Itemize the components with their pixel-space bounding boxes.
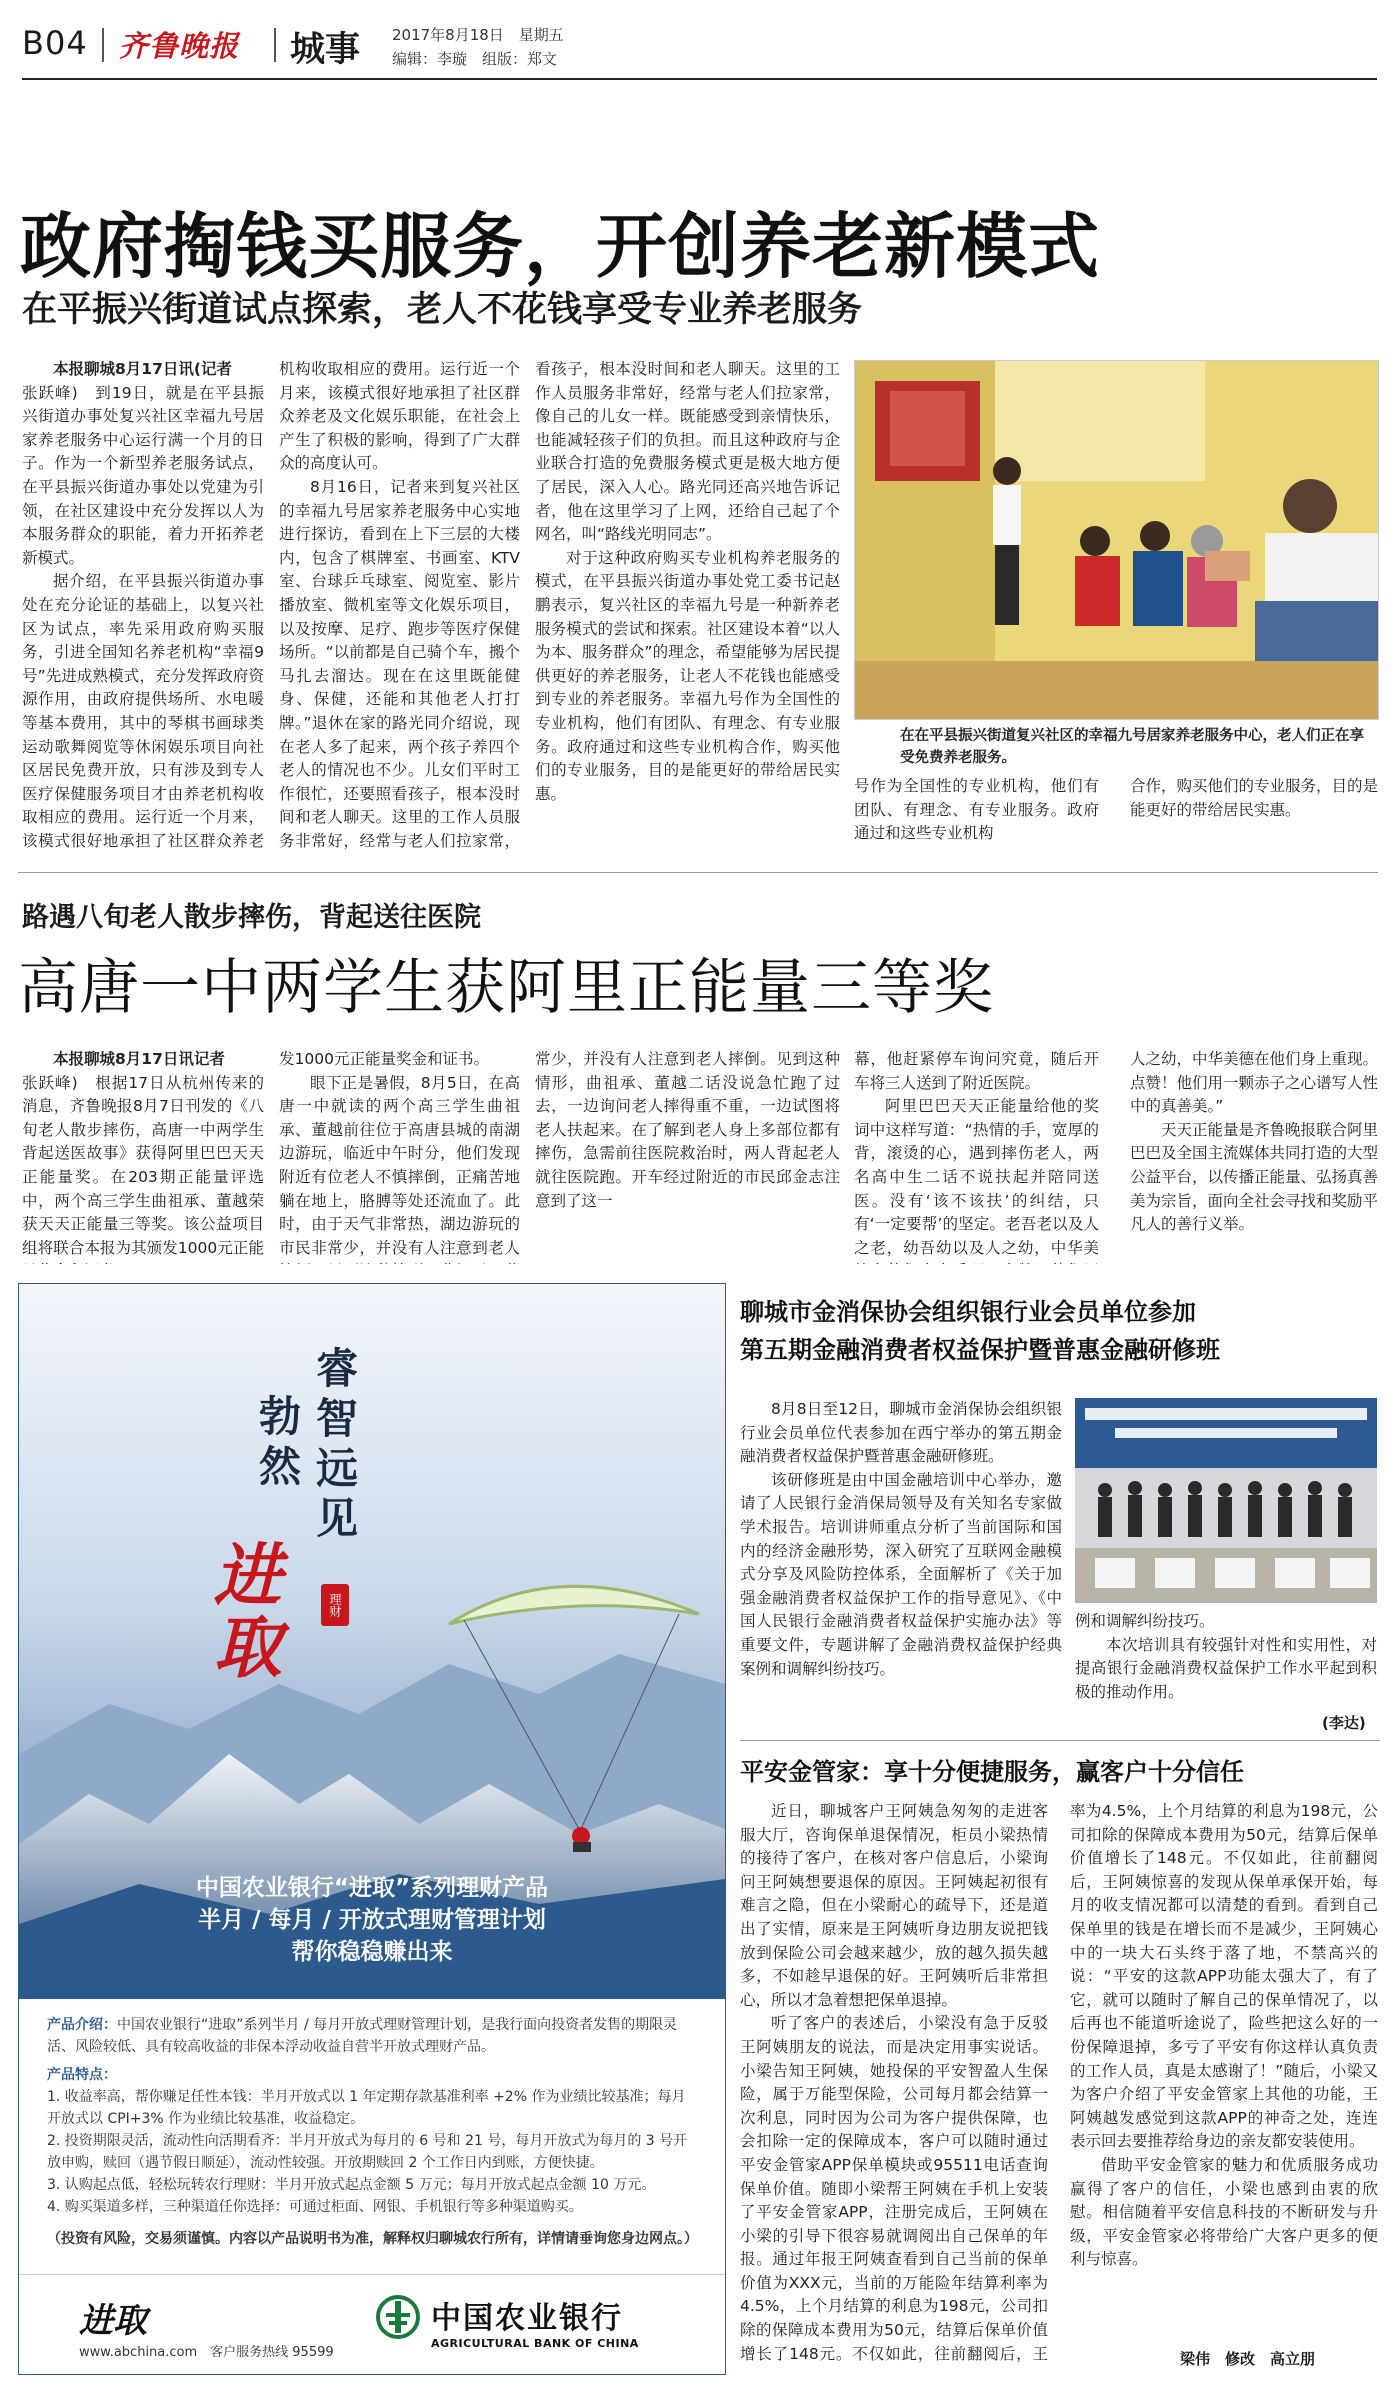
story4-paragraph: 借助平安金管家的魅力和优质服务成功赢得了客户的信任，小梁也感到由衷的欣慰。相信随着平安信息科技的不断研发与升级，平安金管家必将带给广大客户更多的便利与惊喜。 — [1070, 2155, 1378, 2269]
ad-banner — [19, 1872, 725, 1968]
ad-banner-line: 半月 / 每月 / 开放式理财管理计划 — [198, 1907, 546, 1933]
story3-paragraph: 例和调解纠纷技巧。 — [1075, 1612, 1215, 1630]
story2-paragraph: 常少，并没有人注意到老人摔倒。见到这种情形，曲祖承、董越二话没说急忙跑了过去，一边询问老人摔得重不重，一边试图将老人扶起来。在了解到老人身上多部位都有摔伤，急需前往医院救治时，两人背起老人就往医院跑。开车经过附近的市民邱金志注意到了这一 — [535, 1050, 840, 1210]
ad-footer-brand: 进取 — [79, 2301, 147, 2341]
elderly-service-center-photo — [855, 361, 1379, 720]
story3-headline-line1: 聊城市金消保协会组织银行业会员单位参加 — [740, 1298, 1196, 1326]
story3-column-2 — [1075, 1610, 1377, 1710]
story1-paragraph: 对于这种政府购买专业机构养老服务的模式，在平县振兴街道办事处党工委书记赵鹏表示，复兴社区的幸福九号是一种新养老服务模式的尝试和探索。社区建设本着“以人为本、服务群众”的理念，希望能够为居民提供更好的养老服务，让老人不花钱也能感受到专业的养老服务。幸福九号作为全国性的专业机构，他们有团队、有理念、有专业服务。政府通过和这些专业机构合作，购买他们的专业服务，目的是能更好的带给居民实惠。 — [535, 548, 840, 803]
ad-banner-line: 帮你稳稳赚出来 — [291, 1939, 453, 1965]
story1-column-1 — [22, 358, 264, 852]
ad-footer — [19, 2274, 725, 2374]
bank-name-english: AGRICULTURAL BANK OF CHINA — [431, 2337, 639, 2350]
story-divider — [18, 872, 1378, 873]
ad-feature-item: 3. 认购起点低，轻松玩转农行理财：半月开放式起点金额 5 万元；每月开放式起点金额 10 万元。 — [47, 2177, 656, 2193]
story2-paragraph: 张跃峰) 根据17日从杭州传来的消息，齐鲁晚报8月7日刊发的《八旬老人散步摔伤，高唐一中两学生背起送医故事》获得阿里巴巴天天正能量奖。在203期正能量评选中，两个高三学生曲祖承、董越荣获天天正能量三等奖。该公益项目组将联合本报为其颁发1000元正能 — [22, 1073, 264, 1257]
story2-column-1 — [22, 1048, 264, 1264]
story2-column-5 — [1130, 1048, 1378, 1264]
story2-paragraph: 幕，他赶紧停车询问究竟，随后开车将三人送到了附近医院。 — [854, 1050, 1099, 1092]
story1-photo-caption: 在在平县振兴街道复兴社区的幸福九号居家养老服务中心，老人们正在享受免费养老服务。 — [900, 728, 1364, 766]
story1-paragraph: 机构收取相应的费用。运行近一个月来，该模式很好地承担了社区群众养老及文化娱乐职能，在社会上产生了积极的影响，得到了广大群众的高度认可。 — [279, 360, 520, 473]
section-name: 城事 — [290, 30, 361, 70]
story3-photo — [1075, 1398, 1377, 1603]
page-number: B04 — [22, 24, 88, 62]
story3-column-1 — [740, 1398, 1062, 1710]
story4-paragraph: 率为4.5%，上个月结算的利息为198元，公司扣除的保障成本费用为50元，结算后保单价值增长了148元。不仅如此，往前翻阅后，王阿姨惊喜的发现从保单承保开始，每月的收支情况都可以清楚的看到。看到自己保单里的钱是在增长而不是减少，王阿姨心中的一块大石头终于落了地，不禁高兴的说：“平安的这款APP功能太强大了，有了它，就可以随时了解自己的保单情况了，以后再也不能道听途说了，险些把这么好的一份保障退掉，多亏了平安有你这样认真负责的工作人员，真是太感谢了！”随后，小梁又为客户介绍了平安金管家上其他的功能，王阿姨越发感觉到这款APP的神奇之处，连连表示回去要推荐给身边的亲友都安装使用。 — [1070, 1802, 1378, 2151]
story4-paragraph: 近日，聊城客户王阿姨急匆匆的走进客服大厅，咨询保单退保情况，柜员小梁热情的接待了客户，在核对客户信息后，小梁询问王阿姨想要退保的原因。王阿姨起初很有难言之隐，但在小梁耐心的疏导下，还是道出了实情，原来是王阿姨听身边朋友说把钱放到保险公司会越来越少，放的越久损失越多，不如趁早退保的好。王阿姨听后非常担心，所以才急着想把保单退掉。 — [740, 1802, 1048, 2009]
ad-slogan-primary: 睿智远见 — [310, 1346, 359, 1546]
story2-paragraph: 阿里巴巴天天正能量给他的奖词中这样写道：“热情的手，宽厚的背，滚烫的心，遇到摔伤老人，两名高中生二话不说扶起并陪同送医。没有‘该不该扶’的纠结，只有‘一定要帮’的坚定。老吾老以及人之老，幼吾幼以及人之幼，中华美 — [854, 1097, 1099, 1257]
story1-paragraph: 号作为全国性的专业机构，他们有团队、有理念、有专业服务。政府通过和这些专业机构 — [854, 777, 1099, 843]
abc-bank-advertisement[interactable] — [18, 1283, 726, 2375]
ad-intro-label: 产品介绍： — [47, 2017, 117, 2033]
story2-paragraph: 眼下正是暑假，8月5日，在高唐一中就读的两个高三学生曲祖承、董越前往位于高唐县城的南湖边游玩，临近中午时分，他们发现附近有位老人不慎摔倒，正痛苦地躺在地上，胳膊等处还流血了。此时，由于天气非常热，湖边游玩的市民非常少，并没有人注意到老人 — [279, 1073, 520, 1257]
story1-column-4 — [854, 775, 1099, 853]
story2-column-3 — [535, 1048, 840, 1264]
story4-headline: 平安金管家：享十分便捷服务，赢客户十分信任 — [740, 1758, 1244, 1786]
ad-disclaimer: （投资有风险，交易须谨慎。内容以产品说明书为准，解释权归聊城农行所有，详情请垂询您身边网点。） — [47, 2231, 698, 2247]
masthead-divider — [274, 28, 276, 62]
story2-paragraph: 人之幼，中华美德在他们身上重现。点赞！他们用一颗赤子之心谱写人性中的真善美。” — [1130, 1050, 1378, 1116]
story2-column-4 — [854, 1048, 1099, 1264]
masthead — [22, 22, 1377, 80]
story4-column-1 — [740, 1800, 1048, 2366]
story1-dateline: 本报聊城8月17日讯(记者 — [53, 360, 232, 378]
story2-paragraph: 天天正能量是齐鲁晚报联合阿里巴巴及全国主流媒体共同打造的大型公益平台，以传播正能量、弘扬真善美为宗旨，面向全社会寻找和奖励平凡人的善行义举。 — [1130, 1120, 1378, 1234]
ad-seal-stamp: 理财 — [321, 1584, 349, 1626]
story3-paragraph: 该研修班是由中国金融培训中心举办，邀请了人民银行金消保局领导及有关知名专家做学术报告。培训讲师重点分析了当前国际和国内的经济金融形势，深入研究了互联网金融模式分享及风险防控体系，全面解析了《关于加强金融消费者权益保护工作的指导意见》、《中国人民银行金融消费者权益保护实施办法》等重要文件，专题讲解了金融消费权益保护经典案例和调解纠纷技巧。 — [740, 1470, 1062, 1678]
ad-footer-url[interactable]: www.abchina.com 客户服务热线 95599 — [79, 2345, 334, 2360]
story1-paragraph: 8月16日，记者来到复兴社区的幸福九号居家养老服务中心实地进行探访，看到在上下三层的大楼内，包含了棋牌室、书画室、KTV室、台球乒乓球室、阅览室、影片播放室、微机室等文化娱乐项目，以及按摩、足疗、跑步等医疗保健场所。“以前都是自己骑个车，搬个马扎去溜达。现在在这里既能健身、保健，还能和其他老人打打牌。”退休在家的路光同介绍说，现在老人多了起来，两个孩子养四个老人的情况也不少。儿女们平时工作很忙，还要照看孩子，根本没时间和老人聊天。这里的工作人员服务非常好，经常与老人们拉家常， — [279, 477, 520, 850]
story1-column-5 — [1130, 775, 1378, 853]
story2-column-2 — [279, 1048, 520, 1264]
issue-date: 2017年8月18日 星期五 — [392, 26, 564, 44]
story3-headline-line2: 第五期金融消费者权益保护暨普惠金融研修班 — [740, 1336, 1220, 1364]
ad-feature-item: 2. 投资期限灵活，流动性向活期看齐：半月开放式为每月的 6 号和 21 号，每月开放式为每月的 3 号开放申购，赎回（遇节假日顺延），流动性较强。开放期赎回 2 个工作日内到账，方便快捷。 — [47, 2133, 688, 2171]
ad-product-details — [47, 2014, 697, 2250]
story1-paragraph: 合作，购买他们的专业服务，目的是能更好的带给居民实惠。 — [1130, 777, 1378, 819]
story1-photo — [854, 360, 1379, 720]
ad-slogan-secondary: 勃然 — [253, 1394, 302, 1494]
story2-kicker: 路遇八旬老人散步摔伤，背起送往医院 — [22, 902, 481, 933]
masthead-divider — [102, 28, 104, 62]
story2-paragraph: 发1000元正能量奖金和证书。 — [279, 1050, 489, 1068]
story4-column-2 — [1070, 1800, 1378, 2340]
story1-column-2 — [279, 358, 520, 852]
ad-brand-calligraphy: 进取 — [202, 1539, 282, 1683]
abc-bank-logo-icon — [376, 2295, 420, 2339]
editor-credits: 编辑：李璇 组版：郑文 — [392, 50, 558, 68]
ad-features-label: 产品特点： — [47, 2067, 117, 2083]
newspaper-logo: 齐鲁晚报 — [119, 29, 240, 63]
story2-headline: 高唐一中两学生获阿里正能量三等奖 — [18, 953, 994, 1023]
training-group-photo — [1075, 1398, 1377, 1603]
ad-intro-text: 中国农业银行“进取”系列半月 / 每月开放式理财管理计划，是我行面向投资者发售的期限灵活、风险较低、具有较高收益的非保本浮动收益自营半开放式理财产品。 — [47, 2017, 678, 2055]
story3-paragraph: 本次培训具有较强针对性和实用性，对提高银行金融消费权益保护工作水平起到积极的推动作用。 — [1075, 1635, 1377, 1701]
story4-paragraph: 听了客户的表述后，小梁没有急于反驳王阿姨朋友的说法，而是决定用事实说话。小梁告知王阿姨，她投保的平安智盈人生保险，属于万能型保险，公司每月都会结算一次利息，同时因为公司为客户提供保障，也会扣除一定的保障成本，客户可以随时通过平安金管家APP保单模块或95511电话查询保单价值。随即小梁帮王阿姨在手机上安装了平安金管家APP，注册完成后，王阿姨在小梁的引导下很容易就调阅出自己保单的年报。通过年报王阿姨查看到自己当前的保单价值为XXX元，当前的万能险年结算利率为4.5%，上个月结算的利息为198元，公司扣除的保障成本费用为50元，结算后保单价值增长了148元。不仅如此，往前翻阅后，王 — [740, 2014, 1048, 2363]
story3-paragraph: 8月8日至12日，聊城市金消保协会组织银行业会员单位代表参加在西宁举办的第五期金融消费者权益保护暨普惠金融研修班。 — [740, 1400, 1062, 1466]
story4-byline: 梁伟 修改 高立朋 — [1180, 2350, 1316, 2368]
ad-feature-item: 4. 购买渠道多样，三种渠道任你选择：可通过柜面、网银、手机银行等多种渠道购买。 — [47, 2199, 583, 2215]
story1-paragraph: 看孩子，根本没时间和老人聊天。这里的工作人员服务非常好，经常与老人们拉家常，像自己的儿女一样。既能感受到亲情快乐，也能减轻孩子们的负担。而且这种政府与企业联合打造的免费服务模式更是极大地方便了居民，深入人心。路光同还高兴地告诉记者，他在这里学习了上网，还给自己起了个网名，叫“路线光明同志”。 — [535, 360, 840, 544]
ad-banner-line: 中国农业银行“进取”系列理财产品 — [195, 1875, 549, 1901]
ad-feature-item: 1. 收益率高，帮你赚足任性本钱：半月开放式以 1 年定期存款基准利率 +2% 作为业绩比较基准；每月开放式以 CPI+3% 作为业绩比较基准，收益稳定。 — [47, 2089, 686, 2127]
bank-name-chinese: 中国农业银行 — [431, 2301, 623, 2336]
story1-paragraph: 张跃峰) 到19日，就是在平县振兴街道办事处复兴社区幸福九号居家养老服务中心运行满一个月的日子。作为一个新型养老服务试点，在平县振兴街道办事处以党建为引领，在社区建设中充分发挥以人为本服务群众的职能，着力开拓养老新模式。 — [22, 383, 264, 567]
story3-byline: (李达) — [1322, 1714, 1366, 1732]
story1-subheadline: 在平振兴街道试点探索，老人不花钱享受专业养老服务 — [22, 290, 863, 330]
story1-headline: 政府掏钱买服务，开创养老新模式 — [20, 205, 1101, 288]
story2-dateline: 本报聊城8月17日讯记者 — [53, 1050, 225, 1068]
story-divider — [740, 1740, 1380, 1741]
story1-column-3 — [535, 358, 840, 852]
story1-paragraph: 据介绍，在平县振兴街道办事处在充分论证的基础上，以复兴社区为试点，率先采用政府购买服务，引进全国知名养老机构“幸福9号”先进成熟模式，充分发挥政府资源作用，由政府提供场所、水电暖等基本费用，其中的琴棋书画球类运动歌舞阅览等休闲娱乐项目向社区居民免费开放，只有涉及到专人医疗保健服务项目才由养老机构收取相应的费用。运行近一个月来，该模式很好地承担了社区群众养老 — [22, 572, 264, 850]
